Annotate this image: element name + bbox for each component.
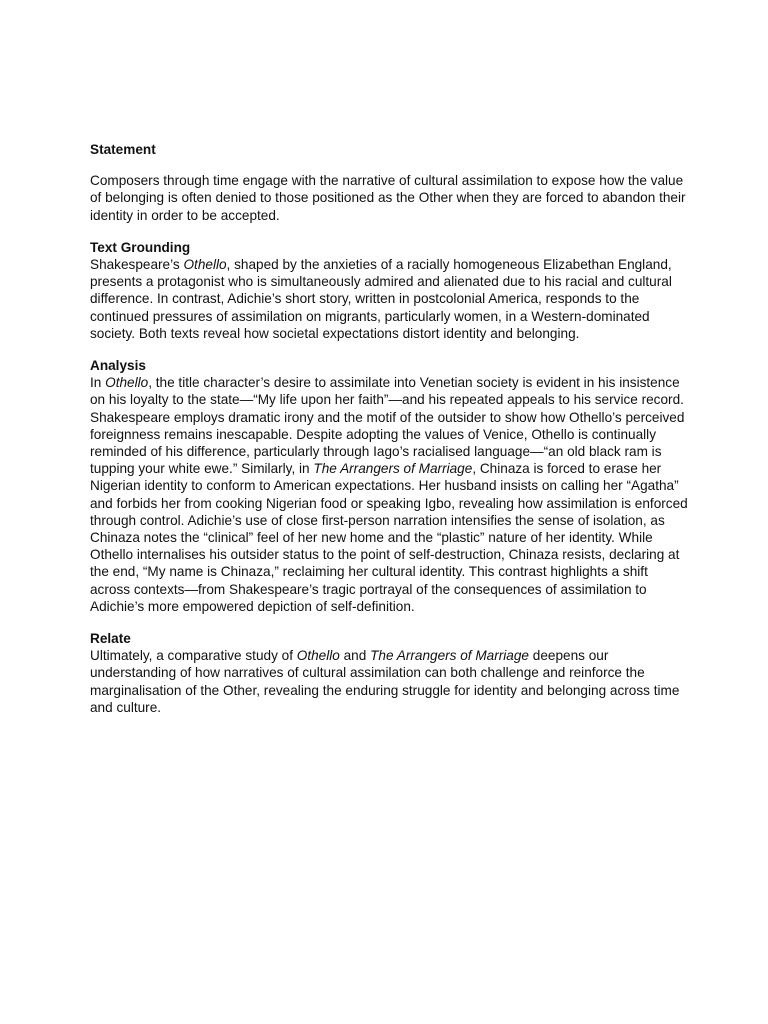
italic-title: Othello <box>296 648 340 664</box>
document-page <box>90 141 688 716</box>
text-run: Shakespeare’s <box>90 257 184 273</box>
text-run: Ultimately, a comparative study of <box>90 648 297 664</box>
italic-title: Othello <box>183 257 227 273</box>
analysis-heading: Analysis <box>90 358 146 374</box>
text-run: , shaped by the anxieties of a racially homogeneous Elizabethan England, presents a protagonist who is simultaneously admired and alienated due to his racial and cultural difference. In contrast, Adichie’s short story, written in postcolonial America, responds to the continued pressures of assimilation on migrants, particularly women, in a Western-dominated society. Both texts reveal how societal expectations distort identity and belonging. <box>90 257 672 341</box>
text-run: In <box>90 375 106 391</box>
statement-section <box>90 141 688 224</box>
relate-heading: Relate <box>90 631 131 647</box>
text-run: , the title character’s desire to assimilate into Venetian society is evident in his insistence on his loyalty to the state—“My life upon her faith”—and his repeated appeals to his service record. Shakespeare employs dramatic irony and the motif of the outsider to show how Othello’s perceived foreignness remains inescapable. Despite adopting the values of Venice, Othello is continually reminded of his difference, particularly through Iago’s racialised language—“an old black ram is tupping your white ewe.” Similarly, in <box>90 375 685 477</box>
text-grounding-section <box>90 239 688 342</box>
italic-title: Othello <box>105 375 149 391</box>
italic-title: The Arrangers of Marriage <box>370 648 529 664</box>
text-run: , Chinaza is forced to erase her Nigerian identity to conform to American expectations. Her husband insists on calling her “Agatha” and forbids her from cooking Nigerian food or speaking Igbo, revealing how assimilation is enforced through control. Adichie’s use of close first-person narration intensifies the sense of isolation, as Chinaza notes the “clinical” feel of her new home and the “plastic” nature of her identity. While Othello internalises his outsider status to the point of self-destruction, Chinaza resists, declaring at the end, “My name is Chinaza,” reclaiming her cultural identity. This contrast highlights a shift across contexts—from Shakespeare’s tragic portrayal of the consequences of assimilation to Adichie’s more empowered depiction of self-definition. <box>90 461 688 614</box>
relate-paragraph <box>90 647 688 716</box>
statement-paragraph: Composers through time engage with the narrative of cultural assimilation to expose how the value of belonging is often denied to those positioned as the Other when they are forced to abandon their identity in order to be accepted. <box>90 173 686 223</box>
analysis-paragraph <box>90 374 688 615</box>
text-grounding-heading: Text Grounding <box>90 239 191 255</box>
relate-section <box>90 630 688 716</box>
text-grounding-paragraph <box>90 256 688 342</box>
analysis-section <box>90 357 688 615</box>
italic-title: The Arrangers of Marriage <box>313 461 473 477</box>
statement-heading: Statement <box>90 142 156 157</box>
text-run: deepens our understanding of how narratives of cultural assimilation can both challenge and reinforce the marginalisation of the Other, revealing the enduring struggle for identity and belonging across time and culture. <box>90 648 680 715</box>
text-run: and <box>339 648 371 664</box>
